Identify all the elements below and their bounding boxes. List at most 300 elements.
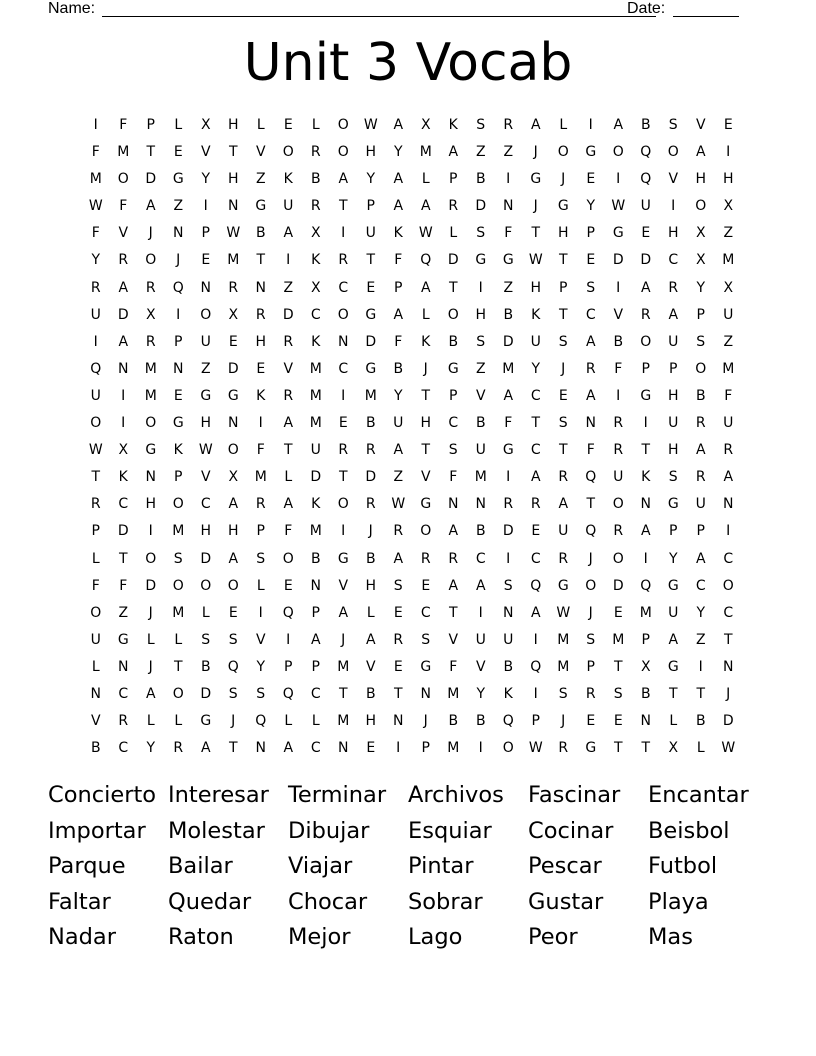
grid-letter: S <box>173 550 183 567</box>
grid-letter: B <box>310 171 321 188</box>
grid-letter: E <box>173 387 183 404</box>
grid-letter: G <box>667 496 679 513</box>
grid-letter: S <box>586 279 596 296</box>
grid-letter: W <box>556 604 571 621</box>
grid-letter: M <box>337 713 350 730</box>
grid-letter: I <box>258 604 263 621</box>
grid-letter: A <box>723 469 734 486</box>
grid-letter: N <box>503 198 514 215</box>
grid-letter: B <box>613 333 624 350</box>
grid-letter: I <box>396 740 401 757</box>
grid-letter: V <box>200 144 211 161</box>
grid-letter: P <box>284 658 293 675</box>
grid-letter: V <box>668 171 679 188</box>
grid-letter: A <box>283 415 294 432</box>
grid-letter: C <box>723 604 734 621</box>
grid-letter: M <box>612 631 625 648</box>
grid-letter: S <box>476 225 486 242</box>
grid-letter: P <box>586 225 595 242</box>
grid-letter: R <box>365 496 376 513</box>
grid-letter: E <box>586 171 596 188</box>
grid-letter: I <box>121 415 126 432</box>
grid-letter: R <box>558 469 569 486</box>
grid-letter: Y <box>146 740 156 757</box>
grid-letter: E <box>558 387 568 404</box>
grid-letter: I <box>533 685 538 702</box>
grid-letter: E <box>228 333 238 350</box>
grid-letter: G <box>337 550 349 567</box>
grid-letter: B <box>448 713 459 730</box>
grid-letter: Q <box>530 658 542 675</box>
grid-letter: E <box>173 144 183 161</box>
grid-letter: L <box>256 117 265 133</box>
grid-letter: M <box>172 523 185 540</box>
grid-letter: I <box>121 387 126 404</box>
grid-letter: N <box>173 360 184 377</box>
word-bank-item: Raton <box>168 924 234 950</box>
grid-letter: D <box>282 306 294 323</box>
grid-letter: M <box>309 387 322 404</box>
grid-letter: Z <box>723 225 734 242</box>
grid-letter: U <box>695 496 706 513</box>
grid-letter: P <box>394 279 403 296</box>
grid-letter: P <box>641 631 650 648</box>
grid-letter: F <box>449 658 458 675</box>
grid-letter: L <box>311 117 320 133</box>
grid-letter: N <box>145 469 156 486</box>
grid-letter: F <box>586 442 595 459</box>
grid-letter: I <box>643 415 648 432</box>
grid-letter: C <box>585 306 596 323</box>
grid-letter: A <box>118 279 129 296</box>
grid-letter: C <box>118 740 129 757</box>
grid-letter: U <box>723 415 734 432</box>
grid-letter: O <box>145 415 157 432</box>
grid-letter: U <box>558 523 569 540</box>
word-bank-item: Importar <box>48 817 146 844</box>
grid-letter: W <box>88 198 103 215</box>
grid-letter: D <box>502 333 514 350</box>
word-bank-item: Pintar <box>408 853 474 879</box>
grid-letter: G <box>200 387 212 404</box>
grid-letter: H <box>667 225 679 242</box>
grid-letter: W <box>226 225 241 242</box>
grid-letter: O <box>282 550 294 567</box>
grid-letter: R <box>365 442 376 459</box>
grid-letter: S <box>228 631 238 648</box>
grid-letter: T <box>421 442 431 459</box>
grid-letter: Z <box>695 631 706 648</box>
grid-letter: A <box>283 225 294 242</box>
grid-letter: O <box>337 306 349 323</box>
grid-letter: T <box>228 740 238 757</box>
grid-letter: A <box>585 387 596 404</box>
grid-letter: V <box>283 360 294 377</box>
grid-letter: P <box>311 658 320 675</box>
word-bank-item: Quedar <box>168 888 252 915</box>
grid-letter: D <box>640 252 652 269</box>
grid-letter: O <box>90 415 102 432</box>
grid-letter: P <box>421 740 430 757</box>
grid-letter: W <box>363 117 378 133</box>
grid-letter: I <box>341 225 346 242</box>
grid-letter: E <box>613 713 623 730</box>
grid-letter: A <box>530 117 541 133</box>
grid-letter: O <box>612 550 624 567</box>
grid-letter: J <box>423 360 428 377</box>
grid-letter: H <box>365 577 377 594</box>
grid-letter: L <box>174 117 183 133</box>
grid-letter: X <box>695 225 706 242</box>
grid-letter: E <box>421 577 431 594</box>
grid-letter: B <box>695 713 706 730</box>
grid-letter: J <box>561 360 566 377</box>
grid-letter: G <box>640 387 652 404</box>
grid-letter: R <box>118 713 129 730</box>
grid-letter: N <box>723 496 734 513</box>
grid-letter: R <box>310 144 321 161</box>
grid-letter: N <box>338 740 349 757</box>
grid-letter: Y <box>91 252 101 269</box>
grid-letter: R <box>228 279 239 296</box>
grid-letter: M <box>419 144 432 161</box>
grid-letter: T <box>613 658 623 675</box>
grid-letter: N <box>585 415 596 432</box>
grid-letter: Y <box>476 685 486 702</box>
grid-letter: D <box>365 333 377 350</box>
grid-letter: G <box>585 740 597 757</box>
grid-letter: F <box>614 360 623 377</box>
grid-letter: K <box>256 387 266 404</box>
grid-letter: T <box>256 252 266 269</box>
grid-letter: O <box>145 550 157 567</box>
grid-letter: Q <box>640 171 652 188</box>
grid-letter: I <box>698 658 703 675</box>
grid-letter: Q <box>640 577 652 594</box>
grid-letter: T <box>448 604 458 621</box>
grid-letter: R <box>393 523 404 540</box>
grid-letter: Z <box>393 469 404 486</box>
grid-letter: P <box>696 523 705 540</box>
grid-letter: M <box>722 360 735 377</box>
grid-letter: I <box>671 198 676 215</box>
grid-letter: D <box>200 685 212 702</box>
grid-letter: L <box>421 306 430 323</box>
grid-letter: D <box>475 198 487 215</box>
grid-letter: Q <box>420 252 432 269</box>
grid-letter: C <box>338 360 349 377</box>
word-bank-item: Sobrar <box>408 888 483 915</box>
grid-letter: V <box>118 225 129 242</box>
grid-letter: B <box>365 685 376 702</box>
grid-letter: G <box>117 631 129 648</box>
grid-letter: G <box>667 658 679 675</box>
grid-letter: T <box>558 442 568 459</box>
grid-letter: O <box>90 604 102 621</box>
grid-letter: O <box>585 577 597 594</box>
grid-letter: X <box>640 658 651 675</box>
grid-letter: F <box>724 387 733 404</box>
grid-letter: T <box>393 685 403 702</box>
grid-letter: E <box>201 252 211 269</box>
word-bank-item: Bailar <box>168 853 233 879</box>
name-blank-line[interactable] <box>102 16 656 17</box>
word-bank-item: Parque <box>48 853 126 879</box>
grid-letter: N <box>420 685 431 702</box>
grid-letter: U <box>90 387 101 404</box>
word-bank-item: Futbol <box>648 853 718 879</box>
grid-letter: E <box>586 252 596 269</box>
grid-letter: L <box>421 171 430 188</box>
grid-letter: D <box>117 523 129 540</box>
grid-letter: M <box>309 523 322 540</box>
grid-letter: T <box>531 415 541 432</box>
grid-letter: Q <box>530 577 542 594</box>
grid-letter: U <box>283 198 294 215</box>
grid-letter: W <box>88 442 103 459</box>
grid-letter: S <box>696 333 706 350</box>
grid-letter: B <box>475 171 486 188</box>
grid-letter: E <box>283 117 293 133</box>
grid-letter: I <box>148 523 153 540</box>
grid-letter: T <box>723 631 733 648</box>
grid-letter: F <box>119 117 128 133</box>
grid-letter: M <box>474 469 487 486</box>
word-search-grid <box>82 112 742 762</box>
grid-letter: R <box>255 306 266 323</box>
grid-letter: R <box>310 198 321 215</box>
grid-letter: W <box>611 198 626 215</box>
grid-letter: C <box>723 550 734 567</box>
grid-letter: G <box>530 171 542 188</box>
grid-letter: U <box>503 631 514 648</box>
grid-letter: K <box>311 333 321 350</box>
grid-letter: R <box>393 631 404 648</box>
grid-letter: I <box>176 306 181 323</box>
grid-letter: R <box>503 496 514 513</box>
grid-letter: E <box>366 279 376 296</box>
word-bank-item: Cocinar <box>528 817 614 844</box>
word-bank-item: Viajar <box>288 853 353 879</box>
grid-letter: R <box>145 333 156 350</box>
grid-letter: H <box>530 279 542 296</box>
grid-letter: O <box>695 198 707 215</box>
grid-letter: V <box>200 469 211 486</box>
date-blank-line[interactable] <box>673 16 739 17</box>
grid-letter: I <box>506 171 511 188</box>
grid-letter: A <box>448 523 459 540</box>
grid-letter: N <box>118 658 129 675</box>
word-bank-item: Fascinar <box>528 782 621 808</box>
word-bank-item: Mas <box>648 924 693 950</box>
grid-letter: A <box>393 171 404 188</box>
grid-letter: G <box>667 577 679 594</box>
grid-letter: N <box>173 225 184 242</box>
grid-letter: N <box>228 198 239 215</box>
grid-letter: M <box>447 740 460 757</box>
grid-letter: V <box>420 469 431 486</box>
grid-letter: V <box>695 117 706 133</box>
grid-letter: I <box>258 415 263 432</box>
grid-letter: G <box>420 658 432 675</box>
grid-letter: A <box>640 279 651 296</box>
grid-letter: U <box>200 333 211 350</box>
grid-letter: X <box>118 442 129 459</box>
grid-letter: J <box>533 144 538 161</box>
grid-letter: I <box>588 117 593 133</box>
grid-letter: I <box>643 550 648 567</box>
grid-letter: L <box>696 740 705 757</box>
grid-letter: D <box>117 306 129 323</box>
grid-letter: K <box>118 469 128 486</box>
grid-letter: L <box>201 604 210 621</box>
grid-letter: G <box>502 442 514 459</box>
grid-letter: R <box>448 198 459 215</box>
grid-letter: I <box>616 171 621 188</box>
grid-letter: A <box>668 631 679 648</box>
grid-letter: T <box>91 469 101 486</box>
grid-letter: H <box>227 117 239 133</box>
grid-letter: R <box>668 279 679 296</box>
grid-letter: A <box>393 306 404 323</box>
grid-letter: T <box>558 306 568 323</box>
grid-letter: E <box>641 225 651 242</box>
grid-letter: F <box>119 198 128 215</box>
grid-letter: X <box>723 279 734 296</box>
grid-letter: G <box>420 496 432 513</box>
grid-letter: K <box>531 306 541 323</box>
grid-letter: B <box>448 333 459 350</box>
grid-letter: N <box>255 279 266 296</box>
grid-letter: T <box>338 469 348 486</box>
grid-letter: D <box>200 550 212 567</box>
grid-letter: A <box>393 198 404 215</box>
word-bank-item: Terminar <box>288 782 387 808</box>
word-bank-item: Pescar <box>528 853 602 879</box>
grid-letter: C <box>530 442 541 459</box>
grid-letter: S <box>558 415 568 432</box>
grid-letter: B <box>90 740 101 757</box>
grid-letter: H <box>667 387 679 404</box>
grid-letter: G <box>145 442 157 459</box>
grid-letter: A <box>530 469 541 486</box>
grid-letter: U <box>668 415 679 432</box>
grid-letter: K <box>283 171 293 188</box>
grid-letter: M <box>557 631 570 648</box>
grid-letter: G <box>172 171 184 188</box>
grid-letter: H <box>200 523 212 540</box>
grid-letter: O <box>420 523 432 540</box>
grid-letter: L <box>174 713 183 730</box>
grid-letter: F <box>119 577 128 594</box>
grid-letter: R <box>338 442 349 459</box>
grid-letter: L <box>256 577 265 594</box>
grid-letter: Q <box>585 523 597 540</box>
grid-letter: G <box>557 198 569 215</box>
grid-letter: Z <box>723 333 734 350</box>
grid-letter: P <box>696 306 705 323</box>
grid-letter: N <box>393 713 404 730</box>
grid-letter: M <box>722 252 735 269</box>
grid-letter: R <box>558 740 569 757</box>
grid-letter: H <box>475 306 487 323</box>
grid-letter: I <box>93 333 98 350</box>
grid-letter: K <box>393 225 403 242</box>
grid-letter: A <box>118 333 129 350</box>
grid-letter: N <box>90 685 101 702</box>
grid-letter: O <box>447 306 459 323</box>
grid-letter: J <box>423 713 428 730</box>
grid-letter: T <box>118 550 128 567</box>
grid-letter: S <box>668 117 678 133</box>
word-bank-item: Dibujar <box>288 817 370 844</box>
grid-letter: Z <box>475 360 486 377</box>
grid-letter: J <box>533 198 538 215</box>
grid-letter: A <box>393 550 404 567</box>
grid-letter: L <box>284 469 293 486</box>
grid-letter: T <box>448 279 458 296</box>
grid-letter: G <box>585 144 597 161</box>
grid-letter: A <box>283 740 294 757</box>
grid-letter: V <box>475 387 486 404</box>
grid-letter: C <box>200 496 211 513</box>
grid-letter: D <box>502 523 514 540</box>
grid-letter: L <box>174 631 183 648</box>
grid-letter: R <box>173 740 184 757</box>
grid-letter: T <box>641 442 651 459</box>
grid-letter: L <box>449 225 458 242</box>
grid-letter: C <box>530 387 541 404</box>
grid-letter: Q <box>282 685 294 702</box>
grid-letter: P <box>201 225 210 242</box>
grid-letter: Q <box>502 713 514 730</box>
header <box>48 0 748 20</box>
grid-letter: J <box>561 713 566 730</box>
grid-letter: A <box>448 577 459 594</box>
grid-letter: S <box>476 117 486 133</box>
grid-letter: O <box>227 577 239 594</box>
grid-letter: D <box>145 171 157 188</box>
grid-letter: P <box>449 387 458 404</box>
grid-letter: E <box>338 415 348 432</box>
grid-letter: Q <box>282 604 294 621</box>
grid-letter: S <box>476 333 486 350</box>
grid-letter: A <box>228 550 239 567</box>
grid-letter: O <box>200 306 212 323</box>
word-bank-item: Playa <box>648 888 709 915</box>
grid-letter: Y <box>201 171 211 188</box>
grid-letter: H <box>200 415 212 432</box>
grid-letter: R <box>695 469 706 486</box>
grid-letter: O <box>695 360 707 377</box>
grid-letter: B <box>365 415 376 432</box>
grid-letter: X <box>145 306 156 323</box>
grid-letter: F <box>91 144 100 161</box>
grid-letter: Y <box>586 198 596 215</box>
grid-letter: A <box>558 496 569 513</box>
grid-letter: U <box>393 415 404 432</box>
grid-letter: P <box>449 171 458 188</box>
grid-letter: O <box>612 496 624 513</box>
grid-letter: C <box>118 685 129 702</box>
grid-letter: Q <box>172 279 184 296</box>
grid-letter: A <box>228 496 239 513</box>
grid-letter: O <box>722 577 734 594</box>
grid-letter: E <box>393 658 403 675</box>
grid-letter: A <box>283 496 294 513</box>
grid-letter: F <box>504 225 513 242</box>
grid-letter: H <box>420 415 432 432</box>
